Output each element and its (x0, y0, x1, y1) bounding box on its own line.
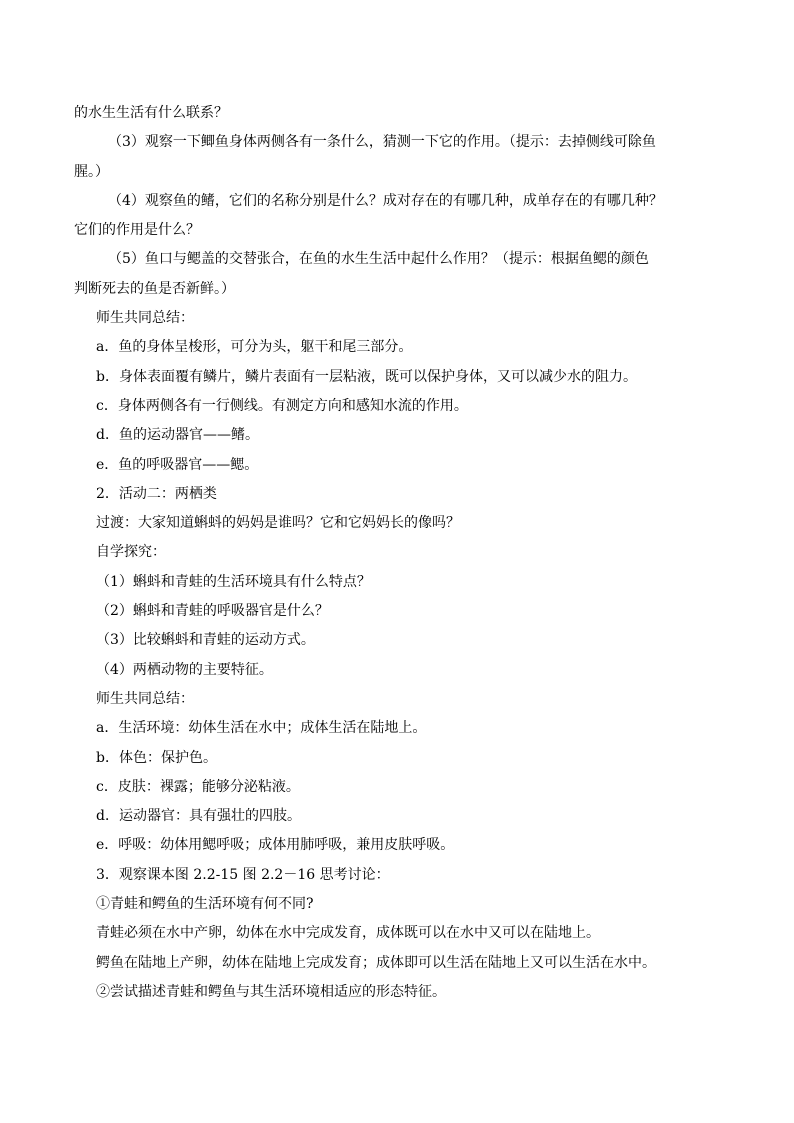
list-item: e．鱼的呼吸器官——鳃。 (96, 456, 259, 473)
document-page (74, 99, 726, 1007)
section-heading: 2．活动二：两栖类 (96, 485, 217, 502)
text-line: 它们的作用是什么？ (74, 222, 200, 239)
list-item: e．呼吸：幼体用鳃呼吸；成体用肺呼吸，兼用皮肤呼吸。 (96, 837, 455, 854)
list-item: d．运动器官：具有强壮的四肢。 (96, 808, 301, 825)
section-heading: 师生共同总结： (96, 690, 194, 707)
list-item: a．鱼的身体呈梭形，可分为头，躯干和尾三部分。 (96, 339, 413, 356)
text-line: 判断死去的鱼是否新鲜。） (74, 280, 235, 297)
text-line: 腥。） (74, 163, 109, 180)
text-line: （5）鱼口与鳃盖的交替张合，在鱼的水生生活中起什么作用？（提示：根据鱼鳃的颜色 (108, 251, 649, 268)
list-item: （1）蝌蚪和青蛙的生活环境具有什么特点？ (96, 573, 371, 590)
text-line: 过渡：大家知道蝌蚪的妈妈是谁吗？它和它妈妈长的像吗？ (96, 515, 460, 532)
text-line: （4）观察鱼的鳍，它们的名称分别是什么？成对存在的有哪几种，成单存在的有哪几种？ (108, 192, 663, 209)
list-item: c．皮肤：裸露；能够分泌粘液。 (96, 778, 300, 795)
list-item: （4）两栖动物的主要特征。 (96, 661, 273, 678)
text-line: ②尝试描述青蛙和鳄鱼与其生活环境相适应的形态特征。 (96, 983, 446, 1000)
text-line: 自学探究： (96, 544, 166, 561)
list-item: c．身体两侧各有一行侧线。有测定方向和感知水流的作用。 (96, 397, 468, 414)
text-line: ①青蛙和鳄鱼的生活环境有何不同? (96, 896, 314, 913)
text-line: 鳄鱼在陆地上产卵，幼体在陆地上完成发育；成体即可以生活在陆地上又可以生活在水中。 (96, 954, 656, 971)
text-line: （3）观察一下鲫鱼身体两侧各有一条什么，猜测一下它的作用。（提示：去掉侧线可除鱼 (108, 134, 656, 151)
list-item: b．身体表面覆有鳞片，鳞片表面有一层粘液，既可以保护身体，又可以减少水的阻力。 (96, 368, 637, 385)
list-item: b．体色：保护色。 (96, 749, 217, 766)
list-item: （2）蝌蚪和青蛙的呼吸器官是什么？ (96, 603, 329, 620)
list-item: （3）比较蝌蚪和青蛙的运动方式。 (96, 632, 315, 649)
text-line: 青蛙必须在水中产卵，幼体在水中完成发育，成体既可以在水中又可以在陆地上。 (96, 925, 600, 942)
section-heading: 师生共同总结： (96, 310, 194, 327)
text-line: 的水生生活有什么联系？ (74, 105, 228, 121)
section-heading: 3．观察课本图 2.2-15 图 2.2－16 思考讨论： (96, 866, 390, 883)
list-item: a．生活环境：幼体生活在水中；成体生活在陆地上。 (96, 720, 427, 737)
list-item: d．鱼的运动器官——鳍。 (96, 427, 259, 444)
